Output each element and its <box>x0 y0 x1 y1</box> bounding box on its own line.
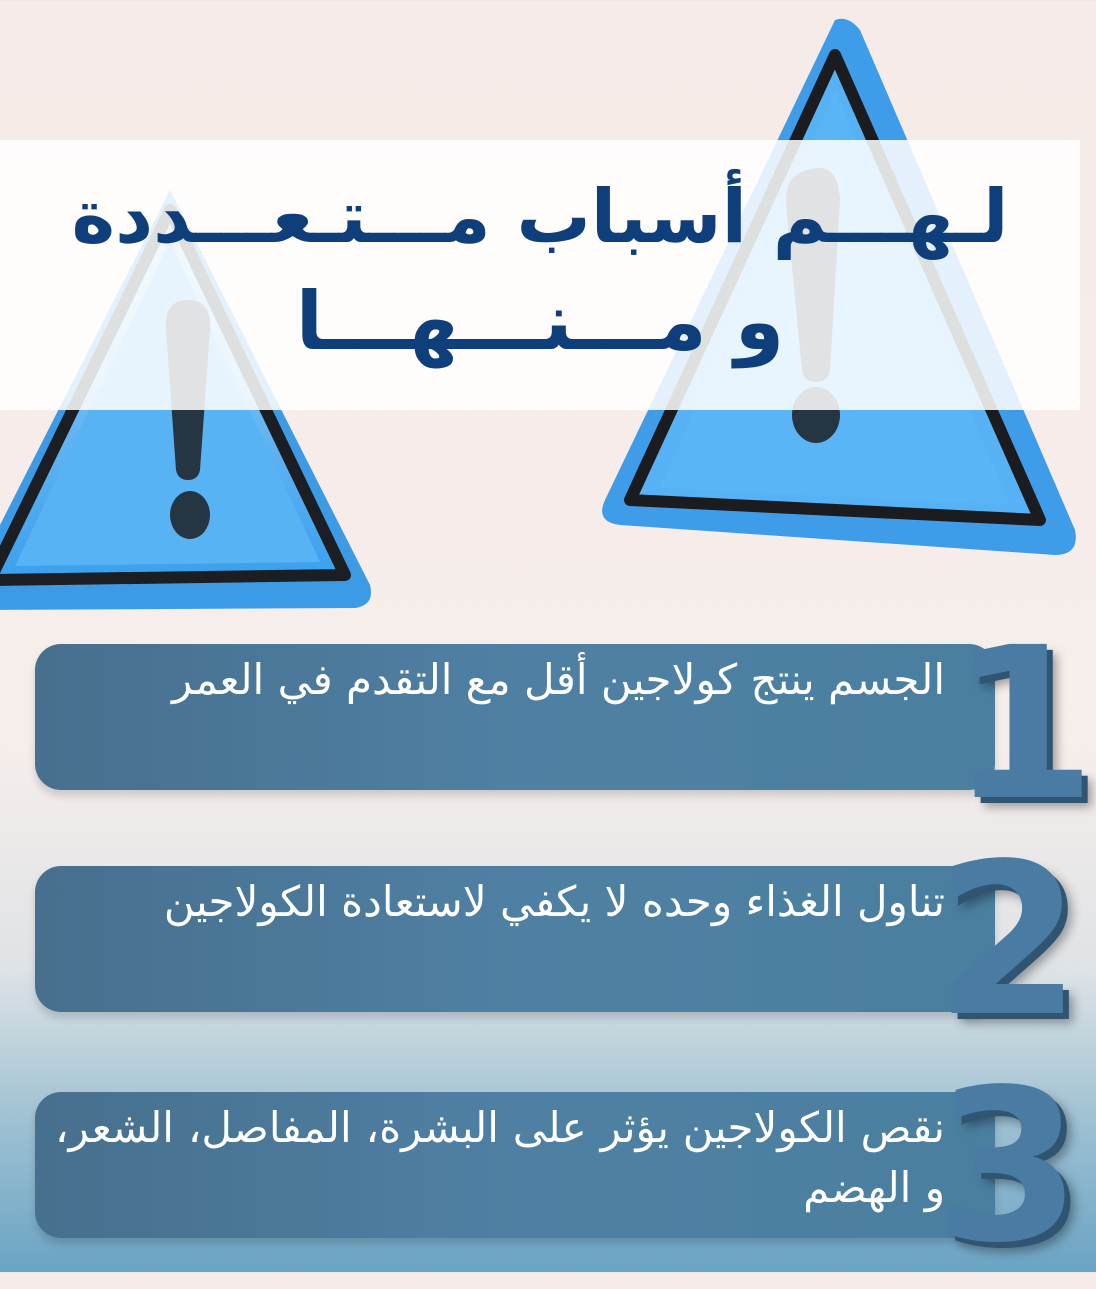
list-item <box>35 866 995 1012</box>
list-item-text: تناول الغذاء وحده لا يكفي لاستعادة الكولاجين <box>163 877 945 926</box>
list-item <box>35 644 995 790</box>
list-item-text: الجسم ينتج كولاجين أقل مع التقدم في العمر <box>172 655 945 704</box>
list-item-number: 3 <box>935 1044 1082 1289</box>
list-item-text: نقص الكولاجين يؤثر على البشرة، المفاصل، الشعر، و الهضم <box>55 1103 945 1212</box>
list-item-number: 2 <box>935 818 1082 1063</box>
page-title: لـهـــم أسباب مـــتـعـــددة <box>71 174 1009 260</box>
page-subtitle: و مـــنـــهـــا <box>295 275 785 368</box>
list-item <box>35 1092 995 1238</box>
list-item-number: 1 <box>950 602 1096 847</box>
